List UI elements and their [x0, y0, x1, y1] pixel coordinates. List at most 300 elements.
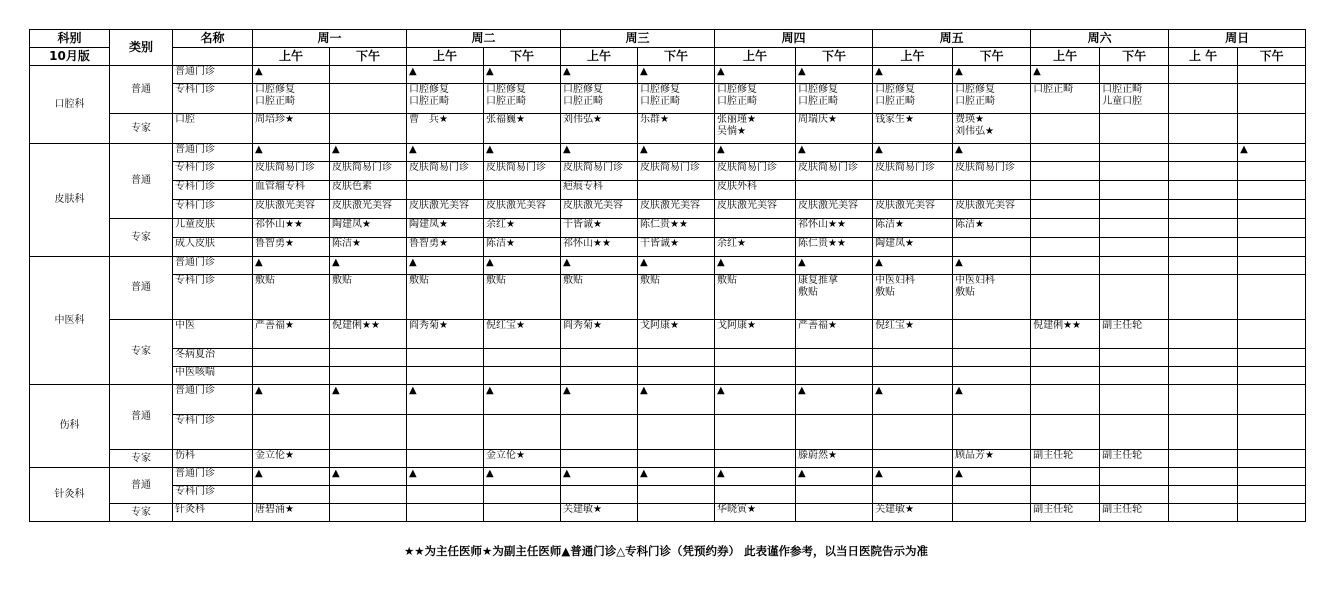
- schedule-cell: [1238, 486, 1306, 504]
- schedule-cell: 戈阿康★: [715, 320, 796, 349]
- schedule-cell: 余红★: [715, 238, 796, 257]
- schedule-cell: 副主任轮: [1031, 450, 1100, 468]
- schedule-cell: 中医妇科 敷贴: [953, 275, 1031, 320]
- schedule-cell: ▲: [873, 144, 953, 162]
- schedule-cell: 戈阿康★: [638, 320, 715, 349]
- schedule-cell: [638, 181, 715, 200]
- schedule-cell: 倪红宝★: [484, 320, 561, 349]
- header-am: 上午: [715, 48, 796, 66]
- schedule-cell: [715, 349, 796, 367]
- header-pm: 下午: [484, 48, 561, 66]
- schedule-cell: [1169, 320, 1238, 349]
- schedule-cell: [796, 504, 873, 522]
- schedule-cell: [873, 450, 953, 468]
- schedule-cell: 周瑞庆★: [796, 114, 873, 144]
- schedule-cell: 敷贴: [715, 275, 796, 320]
- schedule-cell: 皮肤激光美容: [873, 200, 953, 219]
- schedule-cell: [638, 486, 715, 504]
- schedule-cell: 陈洁★: [330, 238, 407, 257]
- schedule-cell: ▲: [638, 385, 715, 415]
- schedule-cell: [330, 415, 407, 450]
- schedule-cell: 敷贴: [253, 275, 330, 320]
- table-row: [30, 200, 1306, 219]
- schedule-cell: [484, 367, 561, 385]
- schedule-cell: [1238, 219, 1306, 238]
- schedule-cell: ▲: [561, 66, 638, 84]
- schedule-cell: [1238, 114, 1306, 144]
- schedule-cell: 口腔修复 口腔正畸: [253, 84, 330, 114]
- clinic-name: 专科门诊: [173, 162, 253, 181]
- schedule-cell: ▲: [953, 468, 1031, 486]
- schedule-cell: [1238, 66, 1306, 84]
- schedule-cell: [873, 349, 953, 367]
- schedule-cell: 皮肤外科: [715, 181, 796, 200]
- schedule-cell: ▲: [715, 257, 796, 275]
- schedule-cell: [1169, 450, 1238, 468]
- schedule-cell: ▲: [638, 468, 715, 486]
- schedule-cell: [1100, 200, 1169, 219]
- schedule-cell: [1100, 349, 1169, 367]
- schedule-cell: 口腔修复 口腔正畸: [873, 84, 953, 114]
- schedule-cell: [796, 415, 873, 450]
- schedule-cell: ▲: [407, 66, 484, 84]
- clinic-name: 专科门诊: [173, 486, 253, 504]
- schedule-cell: 中医妇科 敷贴: [873, 275, 953, 320]
- schedule-cell: [253, 367, 330, 385]
- schedule-cell: 皮肤简易门诊: [484, 162, 561, 181]
- schedule-cell: [407, 367, 484, 385]
- schedule-cell: ▲: [796, 385, 873, 415]
- table-row: [30, 349, 1306, 367]
- clinic-name: 专科门诊: [173, 84, 253, 114]
- schedule-cell: [1169, 468, 1238, 486]
- header-am: 上午: [561, 48, 638, 66]
- schedule-cell: 陈洁★: [953, 219, 1031, 238]
- schedule-cell: ▲: [638, 257, 715, 275]
- schedule-cell: 敷贴: [484, 275, 561, 320]
- table-row: [30, 320, 1306, 349]
- clinic-name: 中医咳喘: [173, 367, 253, 385]
- header-day: 周三: [561, 30, 715, 48]
- schedule-cell: [1238, 504, 1306, 522]
- schedule-cell: ▲: [484, 385, 561, 415]
- schedule-cell: ▲: [796, 66, 873, 84]
- schedule-cell: 滕蔚然★: [796, 450, 873, 468]
- schedule-cell: [1031, 349, 1100, 367]
- clinic-category: 专家: [110, 450, 173, 468]
- schedule-cell: ▲: [407, 385, 484, 415]
- schedule-cell: 敷贴: [407, 275, 484, 320]
- schedule-cell: [1031, 468, 1100, 486]
- schedule-cell: 皮肤色素: [330, 181, 407, 200]
- header-am: 上午: [407, 48, 484, 66]
- schedule-cell: [1100, 144, 1169, 162]
- schedule-cell: 皮肤激光美容: [484, 200, 561, 219]
- schedule-cell: ▲: [796, 468, 873, 486]
- header-pm: 下午: [330, 48, 407, 66]
- schedule-cell: 口腔修复 口腔正畸: [715, 84, 796, 114]
- schedule-cell: 曹 兵★: [407, 114, 484, 144]
- schedule-cell: ▲: [638, 144, 715, 162]
- header-day: 周二: [407, 30, 561, 48]
- schedule-cell: 陈洁★: [873, 219, 953, 238]
- schedule-cell: 关建敏★: [873, 504, 953, 522]
- clinic-category: 普通: [110, 385, 173, 450]
- schedule-cell: [873, 486, 953, 504]
- schedule-cell: [953, 238, 1031, 257]
- schedule-cell: [484, 415, 561, 450]
- schedule-cell: [484, 486, 561, 504]
- schedule-cell: [407, 415, 484, 450]
- header-dept: 科别: [30, 30, 110, 48]
- schedule-cell: [1100, 385, 1169, 415]
- schedule-cell: [561, 349, 638, 367]
- schedule-cell: 皮肤简易门诊: [561, 162, 638, 181]
- schedule-cell: [873, 181, 953, 200]
- header-day: 周日: [1169, 30, 1306, 48]
- schedule-cell: [561, 450, 638, 468]
- schedule-cell: 口腔修复 口腔正畸: [561, 84, 638, 114]
- schedule-cell: [407, 349, 484, 367]
- schedule-cell: ▲: [873, 385, 953, 415]
- schedule-cell: [330, 486, 407, 504]
- schedule-cell: ▲: [715, 468, 796, 486]
- schedule-cell: 乐群★: [638, 114, 715, 144]
- schedule-cell: 干皆诚★: [561, 219, 638, 238]
- schedule-cell: 口腔修复 口腔正畸: [638, 84, 715, 114]
- schedule-cell: [484, 504, 561, 522]
- table-row: [30, 238, 1306, 257]
- schedule-cell: [953, 320, 1031, 349]
- schedule-cell: [953, 486, 1031, 504]
- schedule-cell: 康复推拿 敷贴: [796, 275, 873, 320]
- schedule-cell: [1169, 162, 1238, 181]
- schedule-cell: [1169, 200, 1238, 219]
- schedule-cell: [873, 367, 953, 385]
- schedule-cell: ▲: [561, 468, 638, 486]
- header-am: 上午: [873, 48, 953, 66]
- schedule-cell: [1100, 415, 1169, 450]
- schedule-cell: [715, 415, 796, 450]
- table-row: [30, 486, 1306, 504]
- schedule-cell: 干皆诚★: [638, 238, 715, 257]
- schedule-cell: ▲: [561, 257, 638, 275]
- schedule-cell: ▲: [953, 385, 1031, 415]
- table-row: [30, 181, 1306, 200]
- clinic-name: 专科门诊: [173, 181, 253, 200]
- schedule-cell: 皮肤简易门诊: [638, 162, 715, 181]
- schedule-cell: [1238, 162, 1306, 181]
- clinic-category: 普通: [110, 66, 173, 114]
- schedule-cell: 皮肤激光美容: [715, 200, 796, 219]
- header-name: 名称: [173, 30, 253, 48]
- schedule-cell: 周培珍★: [253, 114, 330, 144]
- schedule-cell: ▲: [796, 144, 873, 162]
- clinic-name: 普通门诊: [173, 144, 253, 162]
- clinic-schedule-table: [29, 29, 1306, 522]
- schedule-cell: ▲: [484, 66, 561, 84]
- schedule-cell: [407, 181, 484, 200]
- header-pm: 下午: [1238, 48, 1306, 66]
- clinic-name: 普通门诊: [173, 66, 253, 84]
- schedule-cell: 张丽瑾★ 吴惝★: [715, 114, 796, 144]
- table-row: [30, 162, 1306, 181]
- schedule-cell: 口腔修复 口腔正畸: [407, 84, 484, 114]
- schedule-cell: [1169, 219, 1238, 238]
- schedule-cell: ▲: [638, 66, 715, 84]
- schedule-cell: [330, 114, 407, 144]
- schedule-cell: 皮肤激光美容: [330, 200, 407, 219]
- clinic-category: 专家: [110, 320, 173, 385]
- schedule-cell: ▲: [1031, 66, 1100, 84]
- header-day: 周五: [873, 30, 1031, 48]
- schedule-cell: [1238, 84, 1306, 114]
- schedule-cell: [330, 84, 407, 114]
- schedule-cell: [1169, 486, 1238, 504]
- clinic-name: 冬病夏治: [173, 349, 253, 367]
- schedule-cell: [953, 181, 1031, 200]
- schedule-cell: [1031, 367, 1100, 385]
- schedule-cell: ▲: [561, 385, 638, 415]
- schedule-cell: [253, 349, 330, 367]
- schedule-cell: [1100, 66, 1169, 84]
- schedule-cell: 口腔正畸 儿童口腔: [1100, 84, 1169, 114]
- table-row: [30, 275, 1306, 320]
- schedule-cell: ▲: [330, 468, 407, 486]
- schedule-cell: 祁怀山★★: [796, 219, 873, 238]
- schedule-cell: [1031, 385, 1100, 415]
- schedule-cell: [330, 349, 407, 367]
- header-pm: 下午: [796, 48, 873, 66]
- schedule-cell: [1031, 486, 1100, 504]
- schedule-cell: 严善福★: [253, 320, 330, 349]
- schedule-cell: [561, 486, 638, 504]
- legend-footer: ★★为主任医师★为副主任医师▲普通门诊△专科门诊（凭预约券） 此表谨作参考，以当日医院告示为准: [403, 544, 929, 558]
- schedule-cell: [1100, 486, 1169, 504]
- schedule-cell: [1169, 349, 1238, 367]
- clinic-name: 普通门诊: [173, 257, 253, 275]
- table-row: [30, 219, 1306, 238]
- schedule-cell: [796, 486, 873, 504]
- table-row: [30, 257, 1306, 275]
- schedule-cell: [1031, 219, 1100, 238]
- header-am: 上午: [1031, 48, 1100, 66]
- schedule-cell: [1238, 320, 1306, 349]
- schedule-cell: 皮肤简易门诊: [407, 162, 484, 181]
- schedule-cell: [253, 486, 330, 504]
- schedule-cell: ▲: [796, 257, 873, 275]
- clinic-category: 专家: [110, 219, 173, 257]
- schedule-cell: [1238, 385, 1306, 415]
- table-row: [30, 367, 1306, 385]
- schedule-cell: ▲: [561, 144, 638, 162]
- schedule-cell: [1031, 181, 1100, 200]
- clinic-name: 专科门诊: [173, 415, 253, 450]
- schedule-cell: [1031, 238, 1100, 257]
- table-row: [30, 450, 1306, 468]
- clinic-name: 普通门诊: [173, 468, 253, 486]
- schedule-cell: 口腔修复 口腔正畸: [796, 84, 873, 114]
- schedule-cell: 口腔正畸: [1031, 84, 1100, 114]
- schedule-cell: [1100, 162, 1169, 181]
- schedule-cell: [1169, 144, 1238, 162]
- schedule-cell: [407, 486, 484, 504]
- clinic-name: 专科门诊: [173, 200, 253, 219]
- schedule-cell: [330, 367, 407, 385]
- table-row: [30, 144, 1306, 162]
- schedule-cell: [1238, 181, 1306, 200]
- schedule-cell: 皮肤激光美容: [953, 200, 1031, 219]
- clinic-category: 专家: [110, 114, 173, 144]
- schedule-cell: 血管瘤专科: [253, 181, 330, 200]
- schedule-cell: ▲: [253, 257, 330, 275]
- table-row: [30, 504, 1306, 522]
- schedule-cell: [715, 367, 796, 385]
- table-row: [30, 415, 1306, 450]
- schedule-cell: [1169, 415, 1238, 450]
- table-row: [30, 114, 1306, 144]
- clinic-name: 中医: [173, 320, 253, 349]
- schedule-cell: ▲: [253, 144, 330, 162]
- schedule-cell: ▲: [253, 385, 330, 415]
- schedule-cell: 皮肤简易门诊: [796, 162, 873, 181]
- schedule-cell: 陈仁贵★★: [638, 219, 715, 238]
- schedule-cell: [953, 349, 1031, 367]
- header-pm: 下午: [1100, 48, 1169, 66]
- schedule-cell: 严善福★: [796, 320, 873, 349]
- schedule-cell: ▲: [484, 468, 561, 486]
- schedule-cell: [1238, 238, 1306, 257]
- schedule-cell: [1238, 275, 1306, 320]
- schedule-cell: ▲: [873, 257, 953, 275]
- schedule-cell: 敷贴: [638, 275, 715, 320]
- schedule-cell: [796, 181, 873, 200]
- schedule-cell: 费瑛★ 刘伟弘★: [953, 114, 1031, 144]
- department-name: 皮肤科: [30, 144, 110, 257]
- clinic-name: 伤科: [173, 450, 253, 468]
- schedule-cell: [1169, 385, 1238, 415]
- clinic-category: 普通: [110, 144, 173, 219]
- schedule-cell: [1238, 450, 1306, 468]
- clinic-category: 专家: [110, 504, 173, 522]
- schedule-cell: ▲: [484, 144, 561, 162]
- schedule-cell: [1100, 219, 1169, 238]
- schedule-cell: [1100, 257, 1169, 275]
- table-row: [30, 66, 1306, 84]
- schedule-cell: 阎秀菊★: [407, 320, 484, 349]
- header-category: 类别: [110, 30, 173, 66]
- schedule-cell: ▲: [715, 66, 796, 84]
- table-row: [30, 468, 1306, 486]
- schedule-cell: [1031, 162, 1100, 181]
- schedule-cell: [1100, 367, 1169, 385]
- schedule-cell: 副主任轮: [1100, 320, 1169, 349]
- schedule-cell: [561, 415, 638, 450]
- schedule-cell: 华晓寅★: [715, 504, 796, 522]
- schedule-cell: [715, 219, 796, 238]
- clinic-name: 普通门诊: [173, 385, 253, 415]
- clinic-name: 儿童皮肤: [173, 219, 253, 238]
- header-pm: 下午: [638, 48, 715, 66]
- schedule-cell: [330, 450, 407, 468]
- schedule-cell: 关建敏★: [561, 504, 638, 522]
- schedule-cell: [484, 181, 561, 200]
- schedule-cell: 陶建凤★: [330, 219, 407, 238]
- schedule-cell: 皮肤激光美容: [796, 200, 873, 219]
- schedule-cell: [1100, 114, 1169, 144]
- schedule-cell: ▲: [873, 66, 953, 84]
- table-row: [30, 385, 1306, 415]
- schedule-cell: [1238, 468, 1306, 486]
- schedule-cell: ▲: [407, 257, 484, 275]
- schedule-cell: 敷贴: [561, 275, 638, 320]
- schedule-cell: ▲: [715, 385, 796, 415]
- schedule-cell: ▲: [330, 385, 407, 415]
- schedule-cell: 陶建凤★: [407, 219, 484, 238]
- schedule-cell: 皮肤激光美容: [638, 200, 715, 219]
- schedule-cell: [1169, 367, 1238, 385]
- schedule-cell: ▲: [953, 144, 1031, 162]
- schedule-cell: ▲: [953, 257, 1031, 275]
- clinic-name: 口腔: [173, 114, 253, 144]
- schedule-cell: ▲: [330, 257, 407, 275]
- department-name: 口腔科: [30, 66, 110, 144]
- schedule-cell: [253, 415, 330, 450]
- schedule-cell: 皮肤简易门诊: [873, 162, 953, 181]
- schedule-cell: [1169, 504, 1238, 522]
- schedule-cell: [1031, 114, 1100, 144]
- schedule-cell: 疤痕专科: [561, 181, 638, 200]
- schedule-cell: [1169, 181, 1238, 200]
- schedule-cell: 金立伦★: [253, 450, 330, 468]
- schedule-cell: 皮肤简易门诊: [715, 162, 796, 181]
- schedule-cell: [715, 486, 796, 504]
- schedule-cell: 皮肤简易门诊: [253, 162, 330, 181]
- schedule-cell: ▲: [1238, 144, 1306, 162]
- schedule-cell: [1169, 238, 1238, 257]
- header-am: 上 午: [1169, 48, 1238, 66]
- schedule-cell: [1100, 238, 1169, 257]
- schedule-cell: 敷贴: [330, 275, 407, 320]
- schedule-cell: [1031, 275, 1100, 320]
- schedule-cell: [1238, 200, 1306, 219]
- schedule-cell: [330, 66, 407, 84]
- department-name: 伤科: [30, 385, 110, 468]
- schedule-cell: [1031, 200, 1100, 219]
- schedule-cell: 鲁智勇★: [253, 238, 330, 257]
- schedule-cell: [638, 415, 715, 450]
- schedule-cell: ▲: [253, 66, 330, 84]
- schedule-cell: [1100, 275, 1169, 320]
- schedule-cell: 鲁智勇★: [407, 238, 484, 257]
- schedule-cell: 刘伟弘★: [561, 114, 638, 144]
- header-row-days: [30, 30, 1306, 48]
- header-day: 周一: [253, 30, 407, 48]
- schedule-cell: [638, 367, 715, 385]
- schedule-cell: 口腔修复 口腔正畸: [953, 84, 1031, 114]
- header-pm: 下午: [953, 48, 1031, 66]
- header-am: 上午: [253, 48, 330, 66]
- department-name: 中医科: [30, 257, 110, 385]
- schedule-cell: [1169, 257, 1238, 275]
- schedule-cell: 金立伦★: [484, 450, 561, 468]
- schedule-cell: 副主任轮: [1100, 504, 1169, 522]
- schedule-cell: 倪建俐★★: [1031, 320, 1100, 349]
- schedule-cell: [715, 450, 796, 468]
- schedule-cell: [638, 349, 715, 367]
- clinic-category: 普通: [110, 468, 173, 504]
- schedule-cell: 副主任轮: [1031, 504, 1100, 522]
